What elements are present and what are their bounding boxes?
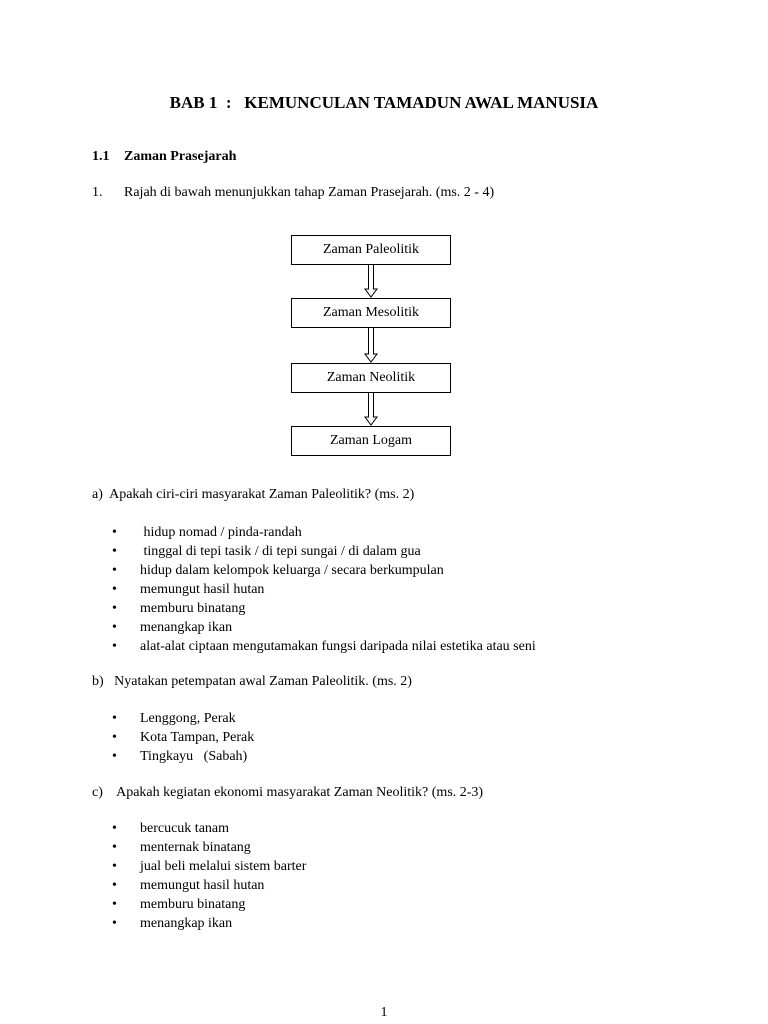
down-arrow-icon (364, 265, 378, 298)
bullet-icon: • (112, 525, 117, 540)
bullet-icon: • (112, 878, 117, 893)
chapter-title: BAB 1 : KEMUNCULAN TAMADUN AWAL MANUSIA (169, 93, 599, 112)
list-item (112, 914, 306, 933)
list-item (112, 637, 536, 656)
bullet-icon: • (112, 639, 117, 654)
bullet-icon: • (112, 916, 117, 931)
list-item-text: memungut hasil hutan (140, 878, 265, 893)
flow-box-neolitik: Zaman Neolitik (291, 363, 451, 393)
list-item (112, 747, 254, 766)
list-item-text: Tingkayu (Sabah) (140, 749, 248, 764)
bullet-icon: • (112, 730, 117, 745)
bullet-icon: • (112, 821, 117, 836)
question-c-list (112, 819, 306, 933)
list-item (112, 728, 254, 747)
section-heading (92, 149, 236, 165)
bullet-icon: • (112, 563, 117, 578)
list-item-text: hidup dalam kelompok keluarga / secara berkumpulan (140, 563, 444, 578)
question-b-list (112, 709, 254, 766)
flow-box-mesolitik: Zaman Mesolitik (291, 298, 451, 328)
list-item-text: tinggal di tepi tasik / di tepi sungai / di dalam gua (140, 544, 421, 559)
list-item-text: menangkap ikan (140, 916, 233, 931)
list-item (112, 876, 306, 895)
question-b: b) Nyatakan petempatan awal Zaman Paleolitik. (ms. 2) (92, 674, 412, 689)
bullet-icon: • (112, 749, 117, 764)
bullet-icon: • (112, 897, 117, 912)
list-item (112, 618, 536, 637)
list-item-text: menangkap ikan (140, 620, 233, 635)
list-item-text: alat-alat ciptaan mengutamakan fungsi daripada nilai estetika atau seni (140, 639, 536, 654)
question-1-number: 1. (92, 185, 103, 200)
list-item-text: memburu binatang (140, 601, 246, 616)
list-item (112, 709, 254, 728)
list-item-text: bercucuk tanam (140, 821, 230, 836)
down-arrow-icon (364, 393, 378, 426)
list-item (112, 599, 536, 618)
list-item (112, 857, 306, 876)
list-item (112, 895, 306, 914)
question-c: c) Apakah kegiatan ekonomi masyarakat Zaman Neolitik? (ms. 2-3) (92, 785, 484, 800)
section-title: Zaman Prasejarah (124, 149, 237, 164)
list-item-text: memungut hasil hutan (140, 582, 265, 597)
bullet-icon: • (112, 711, 117, 726)
list-item-text: memburu binatang (140, 897, 246, 912)
bullet-icon: • (112, 544, 117, 559)
list-item (112, 561, 536, 580)
question-1 (92, 185, 494, 201)
question-a: a) Apakah ciri-ciri masyarakat Zaman Paleolitik? (ms. 2) (92, 487, 415, 502)
list-item (112, 838, 306, 857)
bullet-icon: • (112, 582, 117, 597)
list-item-text: hidup nomad / pinda-randah (140, 525, 302, 540)
list-item (112, 542, 536, 561)
flow-box-logam: Zaman Logam (291, 426, 451, 456)
bullet-icon: • (112, 840, 117, 855)
down-arrow-icon (364, 328, 378, 363)
page-number: 1 (380, 1005, 388, 1020)
list-item-text: Lenggong, Perak (140, 711, 236, 726)
list-item-text: Kota Tampan, Perak (140, 730, 255, 745)
question-1-text: Rajah di bawah menunjukkan tahap Zaman Prasejarah. (ms. 2 - 4) (124, 185, 495, 200)
list-item (112, 580, 536, 599)
bullet-icon: • (112, 620, 117, 635)
list-item-text: jual beli melalui sistem barter (140, 859, 307, 874)
bullet-icon: • (112, 859, 117, 874)
flow-box-paleolitik: Zaman Paleolitik (291, 235, 451, 265)
bullet-icon: • (112, 601, 117, 616)
list-item (112, 523, 536, 542)
question-a-list (112, 523, 536, 656)
list-item (112, 819, 306, 838)
section-number: 1.1 (92, 149, 110, 164)
list-item-text: menternak binatang (140, 840, 251, 855)
